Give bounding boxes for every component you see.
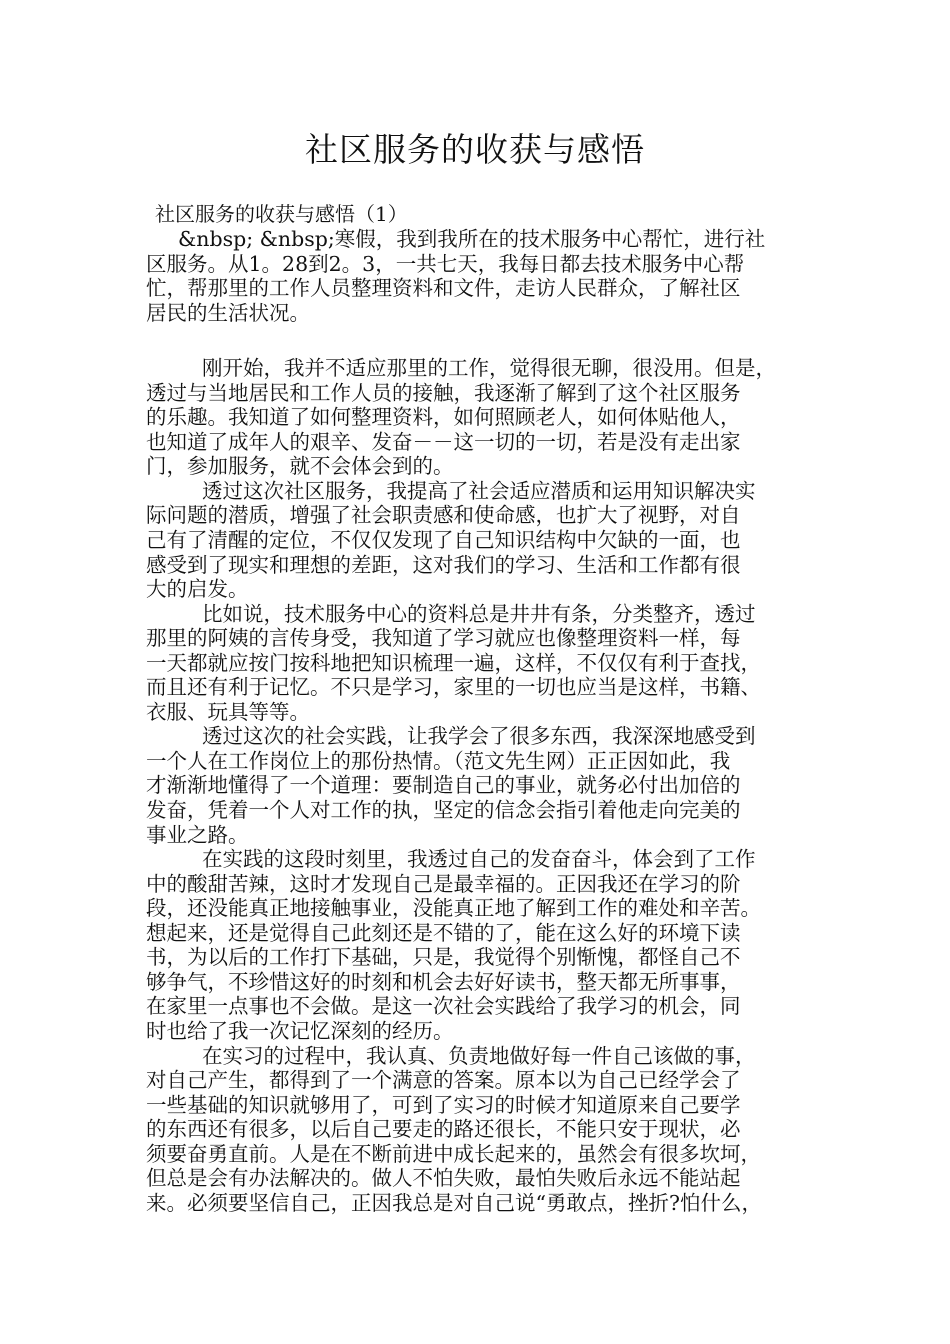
- text-line: 衣服、玩具等等。: [146, 699, 310, 724]
- text-line: 透过这次的社会实践，让我学会了很多东西，我深深地感受到: [202, 724, 756, 749]
- text-line: 发奋，凭着一个人对工作的执，坚定的信念会指引着他走向完美的: [146, 798, 741, 823]
- text-line: 比如说，技术服务中心的资料总是井井有条，分类整齐，透过: [202, 601, 756, 626]
- text-line: 事业之路。: [146, 822, 249, 847]
- text-line: 感受到了现实和理想的差距，这对我们的学习、生活和工作都有很: [146, 552, 741, 577]
- text-line: 区服务。从1。28到2。3，一共七天，我每日都去技术服务中心帮: [146, 251, 745, 276]
- text-line: 门，参加服务，就不会体会到的。: [146, 454, 454, 479]
- text-line: 刚开始，我并不适应那里的工作，觉得很无聊，很没用。但是，: [202, 356, 776, 381]
- blank-line: [146, 325, 824, 356]
- text-line: 段，还没能真正地接触事业，没能真正地了解到工作的难处和辛苦。: [146, 896, 761, 921]
- text-line: 才渐渐地懂得了一个道理：要制造自己的事业，就务必付出加倍的: [146, 773, 741, 798]
- text-line: 对自己产生，都得到了一个满意的答案。原本以为自己已经学会了: [146, 1068, 741, 1093]
- text-line: 想起来，还是觉得自己此刻还是不错的了，能在这么好的环境下读: [146, 920, 741, 945]
- text-line: 中的酸甜苦辣，这时才发现自己是最幸福的。正因我还在学习的阶: [146, 871, 741, 896]
- text-line: 透过与当地居民和工作人员的接触，我逐渐了解到了这个社区服务: [146, 380, 741, 405]
- text-line: 但总是会有办法解决的。做人不怕失败，最怕失败后永远不能站起: [146, 1166, 741, 1191]
- text-line: 大的启发。: [146, 577, 249, 602]
- text-line: 在家里一点事也不会做。是这一次社会实践给了我学习的机会，同: [146, 994, 741, 1019]
- text-line: 时也给了我一次记忆深刻的经历。: [146, 1018, 454, 1043]
- text-line: 来。必须要坚信自己，正因我总是对自己说“勇敢点，挫折?怕什么，: [146, 1190, 762, 1215]
- text-line: &nbsp; &nbsp;寒假，我到我所在的技术服务中心帮忙，进行社: [178, 227, 766, 251]
- text-line: 际问题的潜质，增强了社会职责感和使命感，也扩大了视野，对自: [146, 503, 741, 528]
- section-heading: 社区服务的收获与感悟（1）: [155, 202, 408, 226]
- text-line: 的东西还有很多，以后自己要走的路还很长，不能只安于现状，必: [146, 1117, 741, 1142]
- text-line: 够争气，不珍惜这好的时刻和机会去好好读书，整天都无所事事，: [146, 969, 741, 994]
- text-line: 透过这次社区服务，我提高了社会适应潜质和运用知识解决实: [202, 478, 756, 503]
- text-line: 的乐趣。我知道了如何整理资料，如何照顾老人，如何体贴他人，: [146, 405, 741, 430]
- text-line: 居民的生活状况。: [146, 300, 310, 325]
- document-title: 社区服务的收获与感悟: [305, 130, 645, 169]
- text-line: 在实践的这段时刻里，我透过自己的发奋奋斗，体会到了工作: [202, 847, 756, 872]
- text-line: 须要奋勇直前。人是在不断前进中成长起来的，虽然会有很多坎坷，: [146, 1141, 761, 1166]
- text-line: 忙，帮那里的工作人员整理资料和文件，走访人民群众，了解社区: [146, 276, 741, 301]
- text-line: 也知道了成年人的艰辛、发奋－－这一切的一切，若是没有走出家: [146, 429, 741, 454]
- text-line: 一些基础的知识就够用了，可到了实习的时候才知道原来自己要学: [146, 1092, 741, 1117]
- text-line: 一个人在工作岗位上的那份热情。（范文先生网）正正因如此，我: [146, 748, 731, 773]
- text-line: 一天都就应按门按科地把知识梳理一遍，这样，不仅仅有利于查找，: [146, 650, 761, 675]
- text-line: 而且还有利于记忆。不只是学习，家里的一切也应当是这样，书籍、: [146, 675, 761, 700]
- document-body: [146, 227, 824, 1215]
- text-line: 那里的阿姨的言传身受，我知道了学习就应也像整理资料一样，每: [146, 626, 741, 651]
- text-line: 己有了清醒的定位，不仅仅发现了自己知识结构中欠缺的一面，也: [146, 528, 741, 553]
- text-line: 书，为以后的工作打下基础，只是，我觉得个别惭愧，都怪自己不: [146, 945, 741, 970]
- text-line: 在实习的过程中，我认真、负责地做好每一件自己该做的事，: [202, 1043, 756, 1068]
